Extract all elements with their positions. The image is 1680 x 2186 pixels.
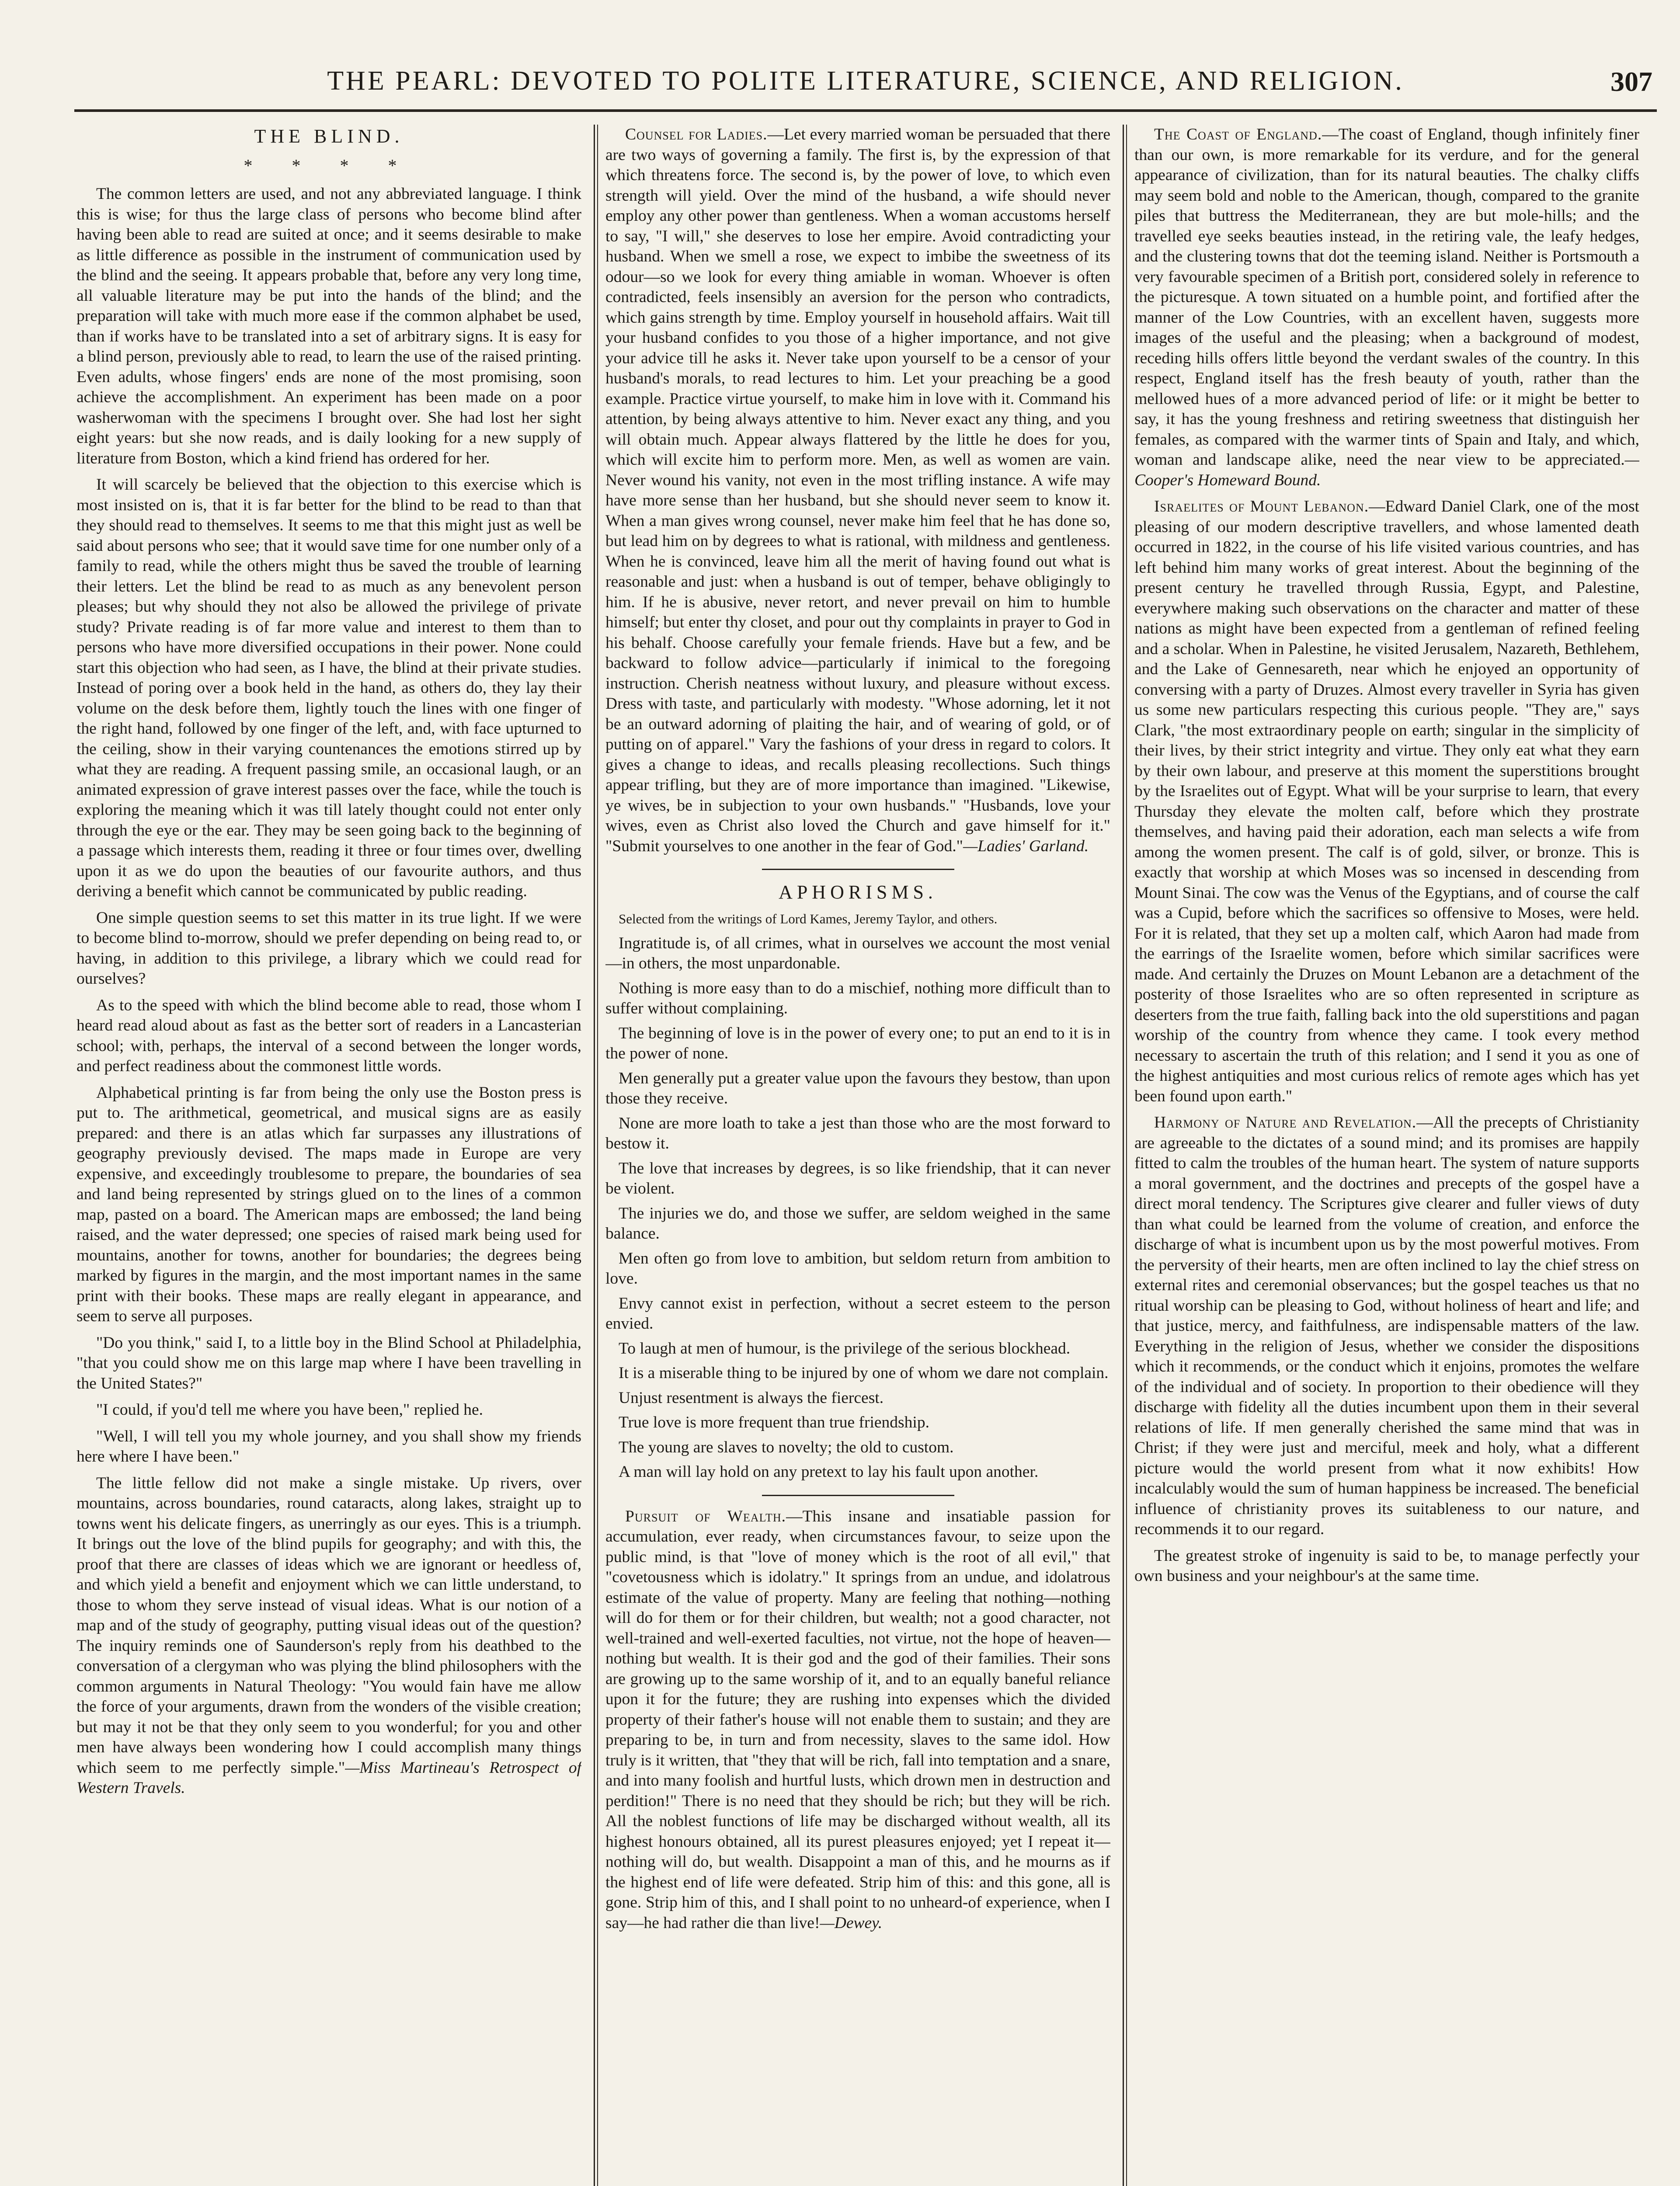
- section-heading-aphorisms: APHORISMS.: [779, 881, 937, 903]
- paragraph: Alphabetical printing is far from being the only use the Boston press is put to. The arithmetical, geometrical, and musical signs are as easily prepared: and there is an atlas which far surpasses any illustrations of geography previously devised. The maps made in Europe are very expensive, and exceedingly troublesome to prepare, the boundaries of sea and land being represented by strings glued on to the lines of a common map, pasted on a board. The American maps are embossed; the land being raised, and the water depressed; one species of raised mark being used for mountains, another for towns, another for boundaries; the degrees being marked by figures in the margin, and the most important names in the same print with their books. These maps are really elegant in appearance, and seem to serve all purposes.: [77, 1083, 581, 1326]
- article-body: —All the precepts of Christianity are agreeable to the dictates of a sound mind; and its promises are happily fitted to calm the troubles of the human heart. The system of nature supports a moral government, and the doctrines and precepts of the gospel have a direct moral tendency. The Scriptures give clearer and fuller views of duty than what could be learned from the volume of creation, and enforce the discharge of what is incumbent upon us by the most powerful motives. From the perversity of their hearts, men are often inclined to lay the chief stress on external rites and ceremonial observances; but the gospel teaches us that no ritual worship can be pleasing to God, without holiness of heart and life; and that justice, mercy, and faithfulness, are indispensable matters of the law. Everything in the religion of Jesus, whether we consider the dispositions which it recommends, or the conduct which it enjoins, promotes the welfare of the individual and of society. In proportion to their obedience will they discharge with fidelity all the duties incumbent upon them in their several relations of life. If men generally cherished the same mind that was in Christ; if they were just and merciful, meek and holy, what a different picture would the world present from what it now exhibits! How incalculably would the sum of human happiness be increased. The beneficial influence of christianity proves its suitableness to our nature, and recommends it to our regard.: [1134, 1114, 1639, 1538]
- column-2: [605, 125, 1110, 2186]
- article-pursuit-of-wealth: [605, 1507, 1110, 1934]
- aphorism: Nothing is more easy than to do a mischief, nothing more difficult than to suffer without complaining.: [605, 979, 1110, 1018]
- publication-title: THE PEARL: DEVOTED TO POLITE LITERATURE, SCIENCE, AND RELIGION.: [327, 66, 1404, 96]
- paragraph: "I could, if you'd tell me where you have been," replied he.: [96, 1401, 483, 1419]
- ornament-stars: * * * *: [243, 155, 414, 175]
- aphorism: To laugh at men of humour, is the privilege of the serious blockhead.: [619, 1339, 1071, 1358]
- aphorism: A man will lay hold on any pretext to lay his fault upon another.: [619, 1463, 1039, 1481]
- paragraph: "Well, I will tell you my whole journey, and you shall show my friends here where I have been.": [77, 1427, 581, 1466]
- aphorism: True love is more frequent than true friendship.: [619, 1413, 929, 1432]
- paragraph: As to the speed with which the blind become able to read, those whom I heard read aloud about as fast as the better sort of readers in a Lancasterian school; with, perhaps, the interval of a second between the longer words, and perfect readiness about the commonest little words.: [77, 996, 581, 1076]
- aphorism: Men generally put a greater value upon the favours they bestow, than upon those they receive.: [605, 1069, 1110, 1108]
- column-3: [1134, 125, 1639, 2186]
- article-signature: —Cooper's Homeward Bound.: [1134, 451, 1639, 489]
- article-counsel-for-ladies: [605, 125, 1110, 856]
- article-heading: Harmony of Nature and Revelation.: [1154, 1114, 1417, 1131]
- aphorism: Envy cannot exist in perfection, without a secret esteem to the person envied.: [605, 1294, 1110, 1333]
- masthead: [74, 61, 1657, 112]
- article-body: —Edward Daniel Clark, one of the most pleasing of our modern descriptive travellers, and whose lamented death occurred in 1822, in the course of his life visited various countries, and has left behind him many works of great interest. About the beginning of the present century he travelled through Russia, Egypt, and Palestine, everywhere making such observations on the character and matter of these nations as might have been expected from a gentleman of refined feeling and a scholar. When in Palestine, he visited Jerusalem, Nazareth, Bethlehem, and the Lake of Gennesareth, near which he enjoyed an opportunity of conversing with a party of Druzes. Almost every traveller in Syria has given us some new particulars respecting this curious people. "They are," says Clark, "the most extraordinary people on earth; singular in the simplicity of their lives, by their strict integrity and virtue. They only eat what they earn by their own labour, and preserve at this moment the superstitions brought by the Israelites out of Egypt. What will be your surprise to learn, that every Thursday they elevate the molten calf, before which they prostrate themselves, and having paid their adoration, each man selects a wife from among the women present. The calf is of gold, silver, or bronze. This is exactly that worship at which Moses was so incensed in descending from Mount Sinai. The cow was the Venus of the Egyptians, and of course the calf was a Cupid, before which the sacrifices so offensive to Moses, were held. For it is related, that they set up a molten calf, which Aaron had made from the earrings of the Israelite women, before which similar sacrifices were made. And certainly the Druzes on Mount Lebanon are a detachment of the posterity of those Israelites who are so often represented in scripture as deserters from the true faith, falling back into the old superstitions and pagan worship of the country from whence they came. I took every method necessary to ascertain the truth of this relation; and I send it you as one of the highest antiquities and most curious relics of remote ages which has yet been found upon earth.": [1134, 498, 1639, 1105]
- page-number: 307: [1610, 66, 1652, 97]
- article-heading: Pursuit of Wealth.: [625, 1507, 786, 1525]
- aphorism: Men often go from love to ambition, but seldom return from ambition to love.: [605, 1249, 1110, 1288]
- aphorism: Ingratitude is, of all crimes, what in ourselves we account the most venial—in others, the most unpardonable.: [605, 934, 1110, 973]
- article-heading-the-blind: THE BLIND.: [254, 125, 404, 147]
- paragraph: One simple question seems to set this matter in its true light. If we were to become blind to-morrow, should we prefer depending on being read to, or having, in addition to this privilege, a library which we could read for ourselves?: [77, 909, 581, 988]
- aphorism: The injuries we do, and those we suffer, are seldom weighed in the same balance.: [605, 1204, 1110, 1243]
- article-body: —Let every married woman be persuaded that there are two ways of governing a family. The first is, by the expression of that which threatens force. The second is, by the power of love, to which even strength will yield. Over the mind of the husband, a wife should never employ any other power than gentleness. When a woman accustoms herself to say, "I will," she deserves to lose her empire. Avoid contradicting your husband. When we smell a rose, we expect to imbibe the sweetness of its odour—so we look for every thing amiable in woman. Whoever is often contradicted, feels insensibly an aversion for the person who contradicts, which gains strength by time. Employ yourself in household affairs. Wait till your husband confides to you those of a higher importance, and not give your advice till he asks it. Never take upon yourself to be a censor of your husband's morals, to read lectures to him. Let your preaching be a good example. Practice virtue yourself, to make him in love with it. Command his attention, by being always attentive to him. Never exact any thing, and you will obtain much. Appear always flattered by the little he does for you, which will excite him to perform more. Men, as well as women are vain. Never wound his vanity, not even in the most trifling instance. A wife may have more sense than her husband, but she should never seem to know it. When a man gives wrong counsel, never make him feel that he has done so, but lead him on by degrees to what is rational, with mildness and gentleness. When he is convinced, leave him all the merit of having found out what is reasonable and just: when a husband is out of temper, behave obligingly to him. If he is abusive, never retort, and never prevail on him to humble himself; but enter thy closet, and pour out thy complaints in prayer to God in his behalf. Choose carefully your female friends. Have but a few, and be backward to follow advice—particularly if inimical to the foregoing instruction. Cherish neatness without luxury, and pleasure without excess. Dress with taste, and particularly with modesty. "Whose adorning, let it not be an outward adorning of plaiting the hair, and of wearing of gold, or of putting on of apparel." Vary the fashions of your dress in regard to colors. It gives a change to ideas, and recalls pleasing recollections. Such things appear trifling, but they are of more importance than imagined. "Likewise, ye wives, be in subjection to your own husbands." "Husbands, love your wives, even as Christ also loved the Church and gave himself for it." "Submit yourselves to one another in the fear of God.": [605, 125, 1110, 855]
- section-divider: [762, 1495, 954, 1496]
- column-rule: [1123, 125, 1124, 2186]
- article-heading: Counsel for Ladies.: [625, 125, 768, 143]
- section-divider: [762, 869, 954, 870]
- aphorism: The love that increases by degrees, is so like friendship, that it can never be violent.: [605, 1159, 1110, 1198]
- paragraph: "Do you think," said I, to a little boy in the Blind School at Philadelphia, "that you could show me on this large map where I have been travelling in the United States?": [77, 1333, 581, 1392]
- paragraph: [77, 1473, 581, 1799]
- article-signature: —Dewey.: [820, 1914, 883, 1932]
- article-harmony-of-nature: [1134, 1113, 1639, 1540]
- article-signature: —Ladies' Garland.: [963, 837, 1089, 855]
- article-ingenuity: The greatest stroke of ingenuity is said to be, to manage perfectly your own business and your neighbour's at the same time.: [1134, 1546, 1639, 1585]
- article-coast-of-england: [1134, 125, 1639, 491]
- paragraph: It will scarcely be believed that the objection to this exercise which is most insisted on is, that it is far better for the blind to be read to than that they should read to themselves. It seems to me that this might just as well be said about persons who see; that it would save time for one number only of a family to read, while the others might thus be saved the trouble of learning their letters. Let the blind be read to as much as any benevolent person pleases; but why should they not also be allowed the privilege of private study? Private reading is of far more value and interest to them than to persons who have more diversified occupations in their power. None could start this objection who had seen, as I have, the blind at their private studies. Instead of poring over a book held in the hand, as others do, they lay their volume on the desk before them, lightly touch the lines with one finger of the right hand, followed by one finger of the left, and, with face upturned to the ceiling, show in their varying countenances the emotions stirred up by what they are reading. A frequent passing smile, an occasional laugh, or an animated expression of grave interest passes over the face, while the touch is exploring the meaning which it was till lately thought could not enter only through the eye or the ear. They may be seen going back to the beginning of a passage which interests them, reading it three or four times over, dwelling upon it as we do upon the beauties of our favourite authors, and thus deriving a benefit which cannot be communicated by public reading.: [77, 476, 581, 901]
- article-heading: Israelites of Mount Lebanon.: [1154, 498, 1369, 515]
- paragraph: The common letters are used, and not any abbreviated language. I think this is wise; for thus the large class of persons who become blind after having been able to read are suited at once; and it seems desirable to make as little difference as possible in the instrument of communication used by the blind and the seeing. It appears probable that, before any very long time, all valuable literature may be put into the hands of the blind; and the preparation will take with much more ease if the common alphabet be used, than if works have to be translated into a set of arbitrary signs. It is easy for a blind person, previously able to read, to learn the use of the raised printing. Even adults, whose fingers' ends are none of the most promising, soon achieve the accomplishment. An experiment has been made on a poor washerwoman with the specimens I brought over. She had lost her sight eight years: but she now reads, and is daily looking for a new supply of literature from Boston, which a kind friend has ordered for her.: [77, 185, 581, 467]
- article-signature: —Miss Martineau's Retrospect of Western Travels.: [77, 1758, 581, 1797]
- article-body: —This insane and insatiable passion for accumulation, ever ready, when circumstances favour, to seize upon the public mind, is that "love of money which is the root of all evil," that "covetousness which is idolatry." It springs from an undue, and idolatrous estimate of the value of property. Many are feeling that nothing—nothing will do for them or for their children, but wealth; not a good character, not well-trained and well-exerted faculties, not virtue, not the hope of heaven—nothing but wealth. It is their god and the god of their families. Their sons are growing up to the same worship of it, and to an equally baneful reliance upon it for the future; they are rushing into expenses which the divided property of their father's house will not enable them to sustain; and they are preparing to be, in turn and from necessity, slaves to the same idol. How truly is it written, that "they that will be rich, fall into temptation and a snare, and into many foolish and hurtful lusts, which drown men in destruction and perdition!" There is no need that they should be rich; but they will be rich. All the noblest functions of life may be discharged without wealth, all its highest honours obtained, all its purest pleasures enjoyed; yet I repeat it—nothing will do, but wealth. Disappoint a man of this, and he mourns as if the highest end of life were defeated. Strip him of this: and this gone, all is gone. Strip him of this, and I shall point to no unheard-of experience, when I say—he had rather die than live!: [605, 1507, 1110, 1932]
- article-israelites-of-mount-lebanon: [1134, 497, 1639, 1107]
- article-body: —The coast of England, though infinitely finer than our own, is more remarkable for its verdure, and for the general appearance of civilization, than for its natural beauties. The chalky cliffs may seem bold and noble to the American, though, compared to the granite piles that buttress the Mediterranean, they are but mole-hills; and the travelled eye seeks beauties instead, in the retiring vale, the leafy hedges, and the clustering towns that dot the teeming island. Neither is Portsmouth a very favourable specimen of a British port, considered solely in reference to the picturesque. A town situated on a humble point, and fortified after the manner of the Low Countries, with an excellent haven, suggests more images of the useful and the pleasing; when a background of modest, receding hills offers little beyond the verdant swales of the country. In this respect, England itself has the fresh beauty of youth, rather than the mellowed hues of a more advanced period of life: or it might be better to say, it has the young freshness and retiring sweetness that distinguish her females, as compared with the warmer tints of Spain and Italy, and which, woman and landscape alike, need the near view to be appreciated.: [1134, 125, 1639, 469]
- aphorism: Unjust resentment is always the fiercest.: [619, 1389, 884, 1407]
- column-1: [77, 125, 581, 2186]
- aphorism: The young are slaves to novelty; the old to custom.: [619, 1438, 954, 1456]
- aphorisms-subheading: Selected from the writings of Lord Kames, Jeremy Taylor, and others.: [619, 911, 998, 926]
- article-heading: The Coast of England.: [1154, 125, 1322, 143]
- aphorism: None are more loath to take a jest than those who are the most forward to bestow it.: [605, 1114, 1110, 1153]
- aphorism: The beginning of love is in the power of every one; to put an end to it is in the power of none.: [605, 1024, 1110, 1063]
- paragraph-text: The little fellow did not make a single mistake. Up rivers, over mountains, across boundaries, round cataracts, along lakes, straight up to towns went his delicate fingers, as unerringly as our eyes. This is a triumph. It brings out the love of the blind pupils for geography; and with this, the proof that there are classes of ideas which we are ignorant or heedless of, and which yield a benefit and enjoyment which we can little understand, to those to whom they serve instead of visual ideas. What is our notion of a map and of the study of geography, putting visual ideas out of the question? The inquiry reminds one of Saunderson's reply from his deathbed to the conversation of a clergyman who was plying the blind philosophers with the common arguments in Natural Theology: "You would fain have me allow the force of your arguments, drawn from the wonders of the visible creation; but may it not be that they only seem to you wonderful; for you and other men have always been wondering how I could accomplish many things which seem to me perfectly simple.": [77, 1474, 581, 1777]
- column-rule: [594, 125, 595, 2186]
- aphorism: It is a miserable thing to be injured by one of whom we dare not complain.: [619, 1364, 1109, 1382]
